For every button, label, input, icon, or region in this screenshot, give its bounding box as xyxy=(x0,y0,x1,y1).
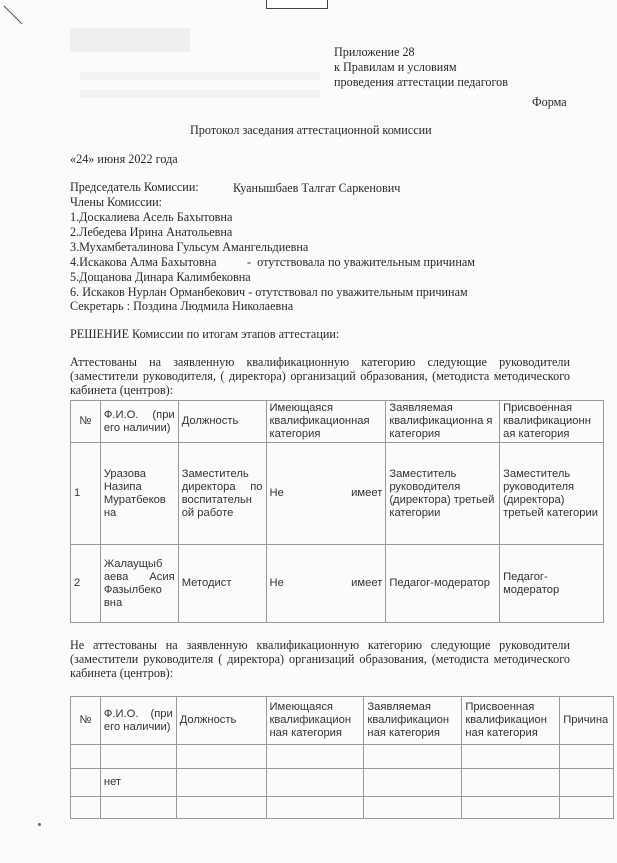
chairman-name: Куанышбаев Талгат Саркенович xyxy=(233,181,401,195)
attested-paragraph: Аттестованы на заявленную квалификационную категорию следующие руководители (заместители руководителя, ( директора) организаций образования, (методиста методического кабинета (центров): xyxy=(70,355,570,398)
scan-tab-marker xyxy=(266,0,328,9)
row-num: 1 xyxy=(71,443,101,545)
show-through-block-3 xyxy=(80,90,320,98)
row-fio: нет xyxy=(100,769,176,797)
row-num: 2 xyxy=(71,545,101,623)
header-cell-num: № xyxy=(71,697,101,745)
table-row xyxy=(71,797,614,819)
member-line: 1.Доскалиева Асель Бахытовна xyxy=(70,210,233,224)
row-position: Методист xyxy=(178,545,266,623)
show-through-block-2 xyxy=(80,72,320,80)
table-row xyxy=(71,769,614,797)
header-cell-position: Должность xyxy=(178,401,266,443)
header-cell-current: Имеющаяся квалификационная категория xyxy=(266,401,386,443)
table-header-row xyxy=(71,697,614,745)
row-position: Заместитель директора по воспитательн ой работе xyxy=(178,443,266,545)
form-label: Форма xyxy=(532,95,567,109)
row-fio: Уразова Назипа Муратбеков на xyxy=(100,443,178,545)
chairman-label: Председатель Комиссии: xyxy=(70,180,199,194)
header-cell-declared: Заявляемая квалификационна я категория xyxy=(386,401,500,443)
row-current: Не имеет xyxy=(266,443,386,545)
appendix-line-1: Приложение 28 xyxy=(334,45,415,59)
table-row xyxy=(71,545,604,623)
header-cell-num: № xyxy=(71,401,101,443)
header-cell-position: Должность xyxy=(176,697,266,745)
protocol-title: Протокол заседания аттестационной комиссии xyxy=(190,123,432,137)
member-line: 3.Мухамбеталинова Гульсум Амангельдиевна xyxy=(70,240,309,254)
member-line: 4.Искакова Алма Бахытовна - отутствовала по уважительным причинам xyxy=(70,255,475,269)
secretary-line: Секретарь : Поздина Людмила Николаевна xyxy=(70,299,294,313)
header-cell-fio: Ф.И.О. (при его наличии) xyxy=(100,697,176,745)
protocol-date: «24» июня 2022 года xyxy=(70,152,178,166)
attested-table xyxy=(70,400,604,623)
row-declared: Педагог-модератор xyxy=(386,545,500,623)
scan-speck xyxy=(38,823,41,826)
not-attested-paragraph: Не аттестованы на заявленную квалификационную категорию следующие руководители (заместители руководителя ( директора) организаций образования, (методиста методического кабинета (центров): xyxy=(70,638,570,681)
header-cell-reason: Причина xyxy=(560,697,614,745)
member-line: 5.Дощанова Динара Калимбековна xyxy=(70,270,251,284)
row-declared: Заместитель руководителя (директора) третьей категории xyxy=(386,443,500,545)
row-assigned: Заместитель руководителя (директора) третьей категории xyxy=(500,443,604,545)
header-cell-fio: Ф.И.О. (при его наличии) xyxy=(100,401,178,443)
row-assigned: Педагог-модератор xyxy=(500,545,604,623)
appendix-line-2: к Правилам и условиям xyxy=(334,60,457,74)
decision-heading: РЕШЕНИЕ Комиссии по итогам этапов аттестации: xyxy=(70,327,340,341)
members-label: Члены Комиссии: xyxy=(70,195,163,209)
member-line: 2.Лебедева Ирина Анатольевна xyxy=(70,225,233,239)
not-attested-table xyxy=(70,696,614,819)
header-cell-current: Имеющаяся квалификацион ная категория xyxy=(266,697,364,745)
header-cell-assigned: Присвоенная квалификацион ная категория xyxy=(462,697,560,745)
table-row xyxy=(71,745,614,769)
table-header-row xyxy=(71,401,604,443)
show-through-block-1 xyxy=(70,28,190,52)
scan-corner-mark xyxy=(2,4,24,26)
table-row xyxy=(71,443,604,545)
header-cell-declared: Заявляемая квалификацион ная категория xyxy=(364,697,462,745)
appendix-line-3: проведения аттестации педагогов xyxy=(334,75,509,89)
row-current: Не имеет xyxy=(266,545,386,623)
member-line: 6. Искаков Нурлан Орманбекович - отутствовал по уважительным причинам xyxy=(70,285,468,299)
header-cell-assigned: Присвоенная квалификационн ая категория xyxy=(500,401,604,443)
row-fio: Жалаущыб аева Асия Фазылбеко вна xyxy=(100,545,178,623)
